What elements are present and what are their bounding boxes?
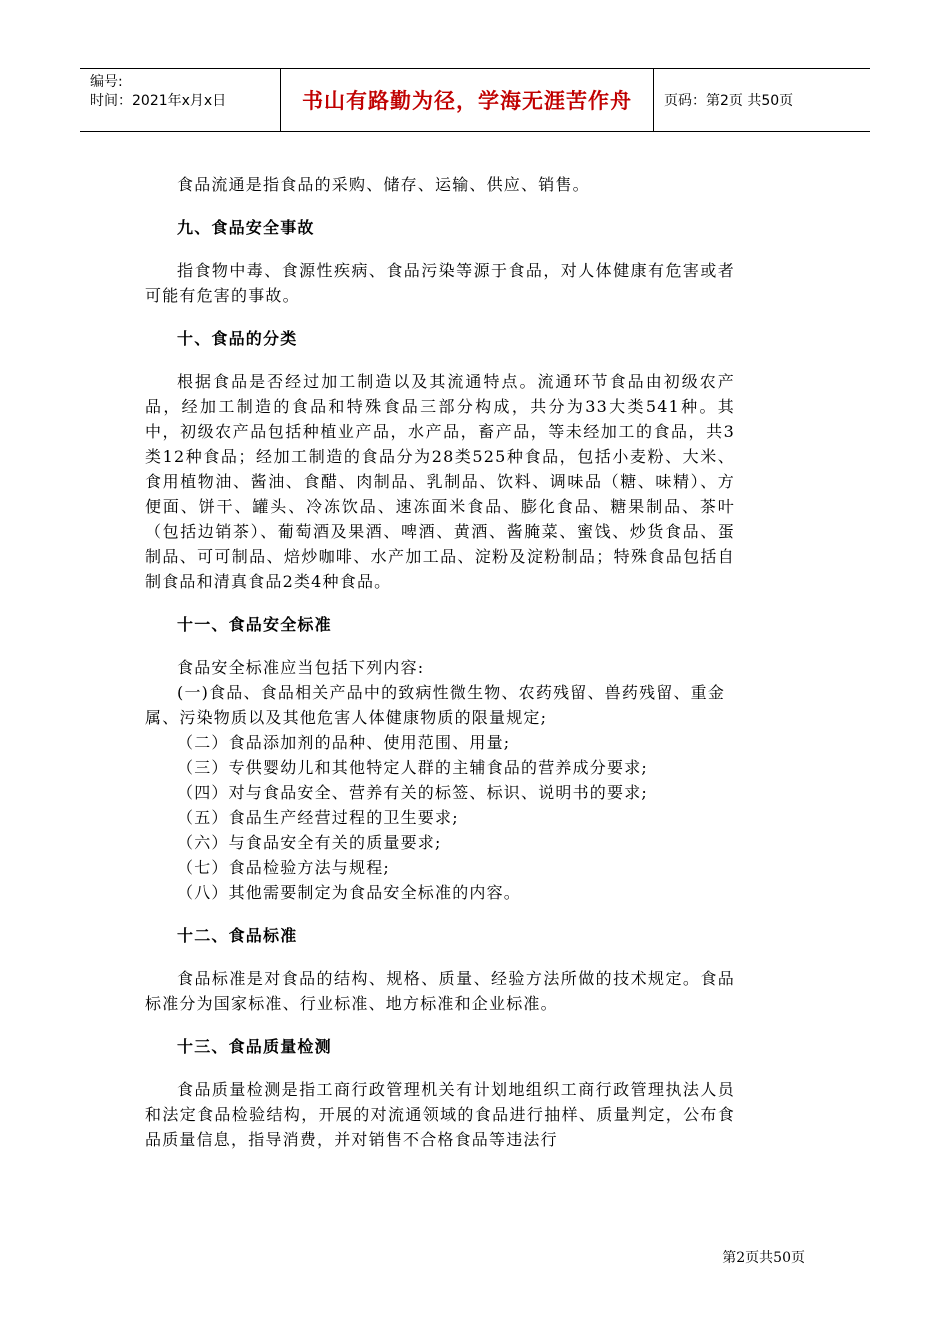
list-item: （八）其他需要制定为食品安全标准的内容。 [177, 883, 522, 902]
list-item: （二）食品添加剂的品种、使用范围、用量; [177, 733, 511, 752]
section-heading-12: 十二、食品标准 [177, 926, 298, 945]
paragraph-food-safety-incident: 指食物中毒、食源性疾病、食品污染等源于食品，对人体健康有危害或者可能有危害的事故。 [145, 261, 735, 305]
document-body [145, 172, 735, 1170]
page-footer-number: 第2页共50页 [722, 1250, 805, 1266]
food-safety-standard-list [145, 655, 735, 905]
header-motto: 书山有路勤为径，学海无涯苦作舟 [280, 69, 654, 131]
paragraph-food-standard: 食品标准是对食品的结构、规格、质量、经验方法所做的技术规定。食品标准分为国家标准、行业标准、地方标准和企业标准。 [145, 969, 735, 1013]
document-time-label: 时间：2021年x月x日 [90, 93, 227, 109]
document-number-label: 编号: [90, 74, 123, 90]
section-heading-9: 九、食品安全事故 [177, 218, 315, 237]
list-item: （四）对与食品安全、营养有关的标签、标识、说明书的要求; [177, 783, 648, 802]
list-item: （七）食品检验方法与规程; [177, 858, 390, 877]
paragraph-food-classification: 根据食品是否经过加工制造以及其流通特点。流通环节食品由初级农产品，经加工制造的食品和特殊食品三部分构成，共分为33大类541种。其中，初级农产品包括种植业产品，水产品，畜产品，等未经加工的食品，共3类12种食品；经加工制造的食品分为28类525种食品，包括小麦粉、大米、食用植物油、酱油、食醋、肉制品、乳制品、饮料、调味品（糖、味精）、方便面、饼干、罐头、冷冻饮品、速冻面米食品、膨化食品、糖果制品、茶叶（包括边销茶）、葡萄酒及果酒、啤酒、黄酒、酱腌菜、蜜饯、炒货食品、蛋制品、可可制品、焙炒咖啡、水产加工品、淀粉及淀粉制品；特殊食品包括自制食品和清真食品2类4种食品。 [145, 372, 735, 591]
header-page-number: 页码：第2页 共50页 [664, 93, 794, 109]
page-header [80, 68, 870, 132]
section-heading-10: 十、食品的分类 [177, 329, 298, 348]
list-item: （五）食品生产经营过程的卫生要求; [177, 808, 459, 827]
paragraph-food-quality-inspection: 食品质量检测是指工商行政管理机关有计划地组织工商行政管理执法人员和法定食品检验结构，开展的对流通领域的食品进行抽样、质量判定，公布食品质量信息，指导消费，并对销售不合格食品等违法行 [145, 1080, 735, 1149]
list-item: (一)食品、食品相关产品中的致病性微生物、农药残留、兽药残留、重金属、污染物质以及其他危害人体健康物质的限量规定; [145, 683, 726, 727]
list-intro: 食品安全标准应当包括下列内容: [177, 658, 425, 677]
header-meta [80, 69, 280, 131]
section-heading-13: 十三、食品质量检测 [177, 1037, 332, 1056]
paragraph-food-circulation: 食品流通是指食品的采购、储存、运输、供应、销售。 [177, 175, 590, 194]
list-item: （三）专供婴幼儿和其他特定人群的主辅食品的营养成分要求; [177, 758, 648, 777]
section-heading-11: 十一、食品安全标准 [177, 615, 332, 634]
list-item: （六）与食品安全有关的质量要求; [177, 833, 442, 852]
